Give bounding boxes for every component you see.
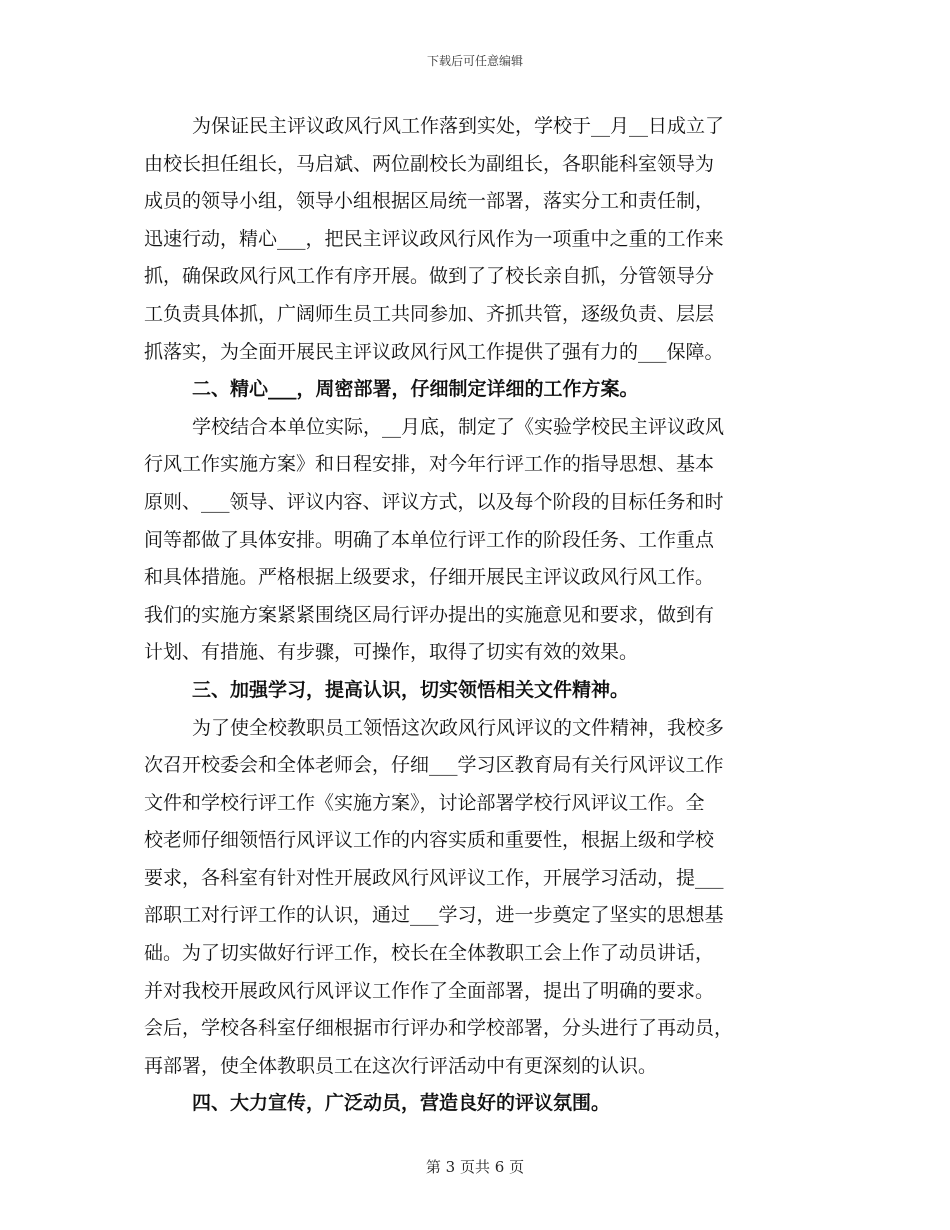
body-text-line: 计划、有措施、有步骤，可操作，取得了切实有效的效果。	[144, 641, 639, 664]
page-header-note: 下载后可任意编辑	[426, 54, 523, 68]
body-text-line: 为了使全校教职员工领悟这次政风行风评议的文件精神，我校多	[192, 716, 725, 739]
document-body	[144, 108, 816, 1123]
body-text-line: 间等都做了具体安排。明确了本单位行评工作的阶段任务、工作重点	[144, 528, 715, 551]
page-number: 第 3 页共 6 页	[425, 1158, 525, 1176]
body-text-line: 文件和学校行评工作《实施方案》，讨论部署学校行风评议工作。全	[144, 791, 705, 814]
body-text-line: 部职工对行评工作的认识，通过___学习，进一步奠定了坚实的思想基	[144, 904, 724, 927]
body-text-line: 我们的实施方案紧紧围绕区局行评办提出的实施意见和要求，做到有	[144, 603, 715, 626]
body-text-line: 抓，确保政风行风工作有序开展。做到了了校长亲自抓，分管领导分	[144, 265, 715, 288]
body-text-line: 由校长担任组长，马启斌、两位副校长为副组长，各职能科室领导为	[144, 152, 715, 175]
section-heading: 二、精心___，周密部署，仔细制定详细的工作方案。	[192, 378, 639, 401]
body-text-line: 再部署，使全体教职员工在这次行评活动中有更深刻的认识。	[144, 1054, 658, 1077]
body-text-line: 成员的领导小组，领导小组根据区局统一部署，落实分工和责任制，	[144, 190, 715, 213]
body-text-line: 校老师仔细领悟行风评议工作的内容实质和重要性，根据上级和学校	[144, 829, 715, 852]
body-text-line: 原则、___领导、评议内容、评议方式，以及每个阶段的目标任务和时	[144, 490, 724, 513]
section-heading: 三、加强学习，提高认识，切实领悟相关文件精神。	[192, 678, 630, 701]
body-text-line: 和具体措施。严格根据上级要求，仔细开展民主评议政风行风工作。	[144, 566, 715, 589]
body-text-line: 工负责具体抓，广阔师生员工共同参加、齐抓共管，逐级负责、层层	[144, 302, 715, 325]
body-text-line: 抓落实，为全面开展民主评议政风行风工作提供了强有力的___保障。	[144, 340, 724, 363]
body-text-line: 要求，各科室有针对性开展政风行风评议工作，开展学习活动，提___	[144, 866, 724, 889]
body-text-line: 迅速行动，精心___，把民主评议政风行风作为一项重中之重的工作来	[144, 227, 724, 250]
body-text-line: 行风工作实施方案》和日程安排，对今年行评工作的指导思想、基本	[144, 453, 715, 476]
body-text-line: 为保证民主评议政风行风工作落到实处，学校于__月__日成立了	[192, 115, 725, 137]
body-text-line: 并对我校开展政风行风评议工作作了全面部署，提出了明确的要求。	[144, 979, 715, 1002]
body-text-line: 学校结合本单位实际，__月底，制定了《实验学校民主评议政风	[192, 415, 725, 438]
section-heading: 四、大力宣传，广泛动员，营造良好的评议氛围。	[192, 1092, 611, 1115]
body-text-line: 会后，学校各科室仔细根据市行评办和学校部署，分头进行了再动员，	[144, 1017, 734, 1040]
body-text-line: 础。为了切实做好行评工作，校长在全体教职工会上作了动员讲话，	[144, 942, 715, 965]
body-text-line: 次召开校委会和全体老师会，仔细___学习区教育局有关行风评议工作	[144, 754, 724, 777]
